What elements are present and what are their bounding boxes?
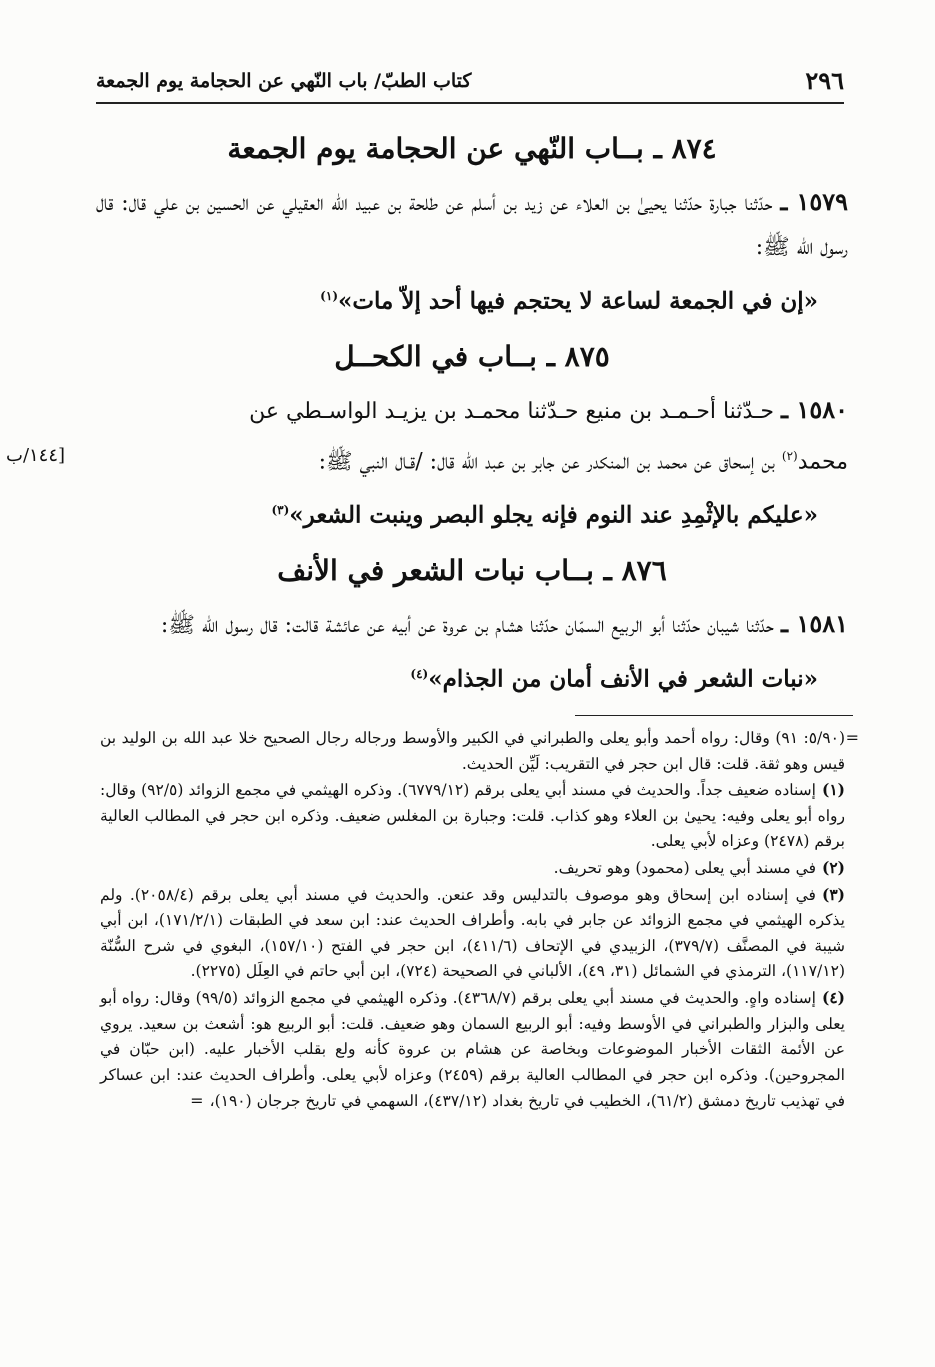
footnote-text: في مسند أبي يعلى (محمود) وهو تحريف. [553,858,816,877]
hadith-matn [96,650,818,704]
footnotes [100,726,845,1115]
footnote-ref: (١) [320,289,338,303]
main-text [6,118,848,705]
footnote-mark: (٢) [821,857,845,877]
hadith-matn [96,272,818,326]
isnad-text: حـدّثنا أحـمـد بن منيع حـدّثنا محمـد بن يزيـد الواسـطي عن [249,398,775,424]
footnote-mark: (١) [821,780,845,800]
hadith-number: ١٥٨١ ـ [781,608,848,638]
footnote-text: في إسناده ابن إسحاق وهو موصوف بالتدليس وقد عنعن. والحديث في مسند أبي يعلى برقم (٢٠٥٨/٤). ولم يذكره الهيثمي في مجمع الزوائد عن جابر في بابه. وأطراف الحديث عند: ابن سعد في الطبقات (١٧١/٢/١)، ابن أبي شيبة في المصنَّف (٣٧٩/٧)، الزبيدي في الإتحاف (٤١١/٦)، ابن حجر في الفتح (١٥٧/١٠)، البغوي في شرح السُّنّة (١١٧/١٢)، الترمذي في الشمائل (٣١، ٤٩)، الألباني في الصحيحة (٧٢٤)، ابن أبي حاتم في العِلَل (٢٢٧٥). [100,885,845,981]
footnote-ref: (٣) [271,502,290,517]
hadith-isnad [96,602,848,648]
footnote [100,855,845,882]
footnote-separator [575,715,853,716]
footnote-mark: (٤) [821,987,845,1007]
isnad-text: محمد [797,448,848,474]
running-title: كتاب الطبّ/ باب النّهي عن الحجامة يوم الجمعة [96,70,472,92]
hadith-isnad [6,388,848,484]
continuation-end-mark: = [190,1091,204,1111]
footnote [100,777,845,855]
isnad-text: حدّثنا شيبان حدّثنا أبو الربيع السمّان حدّثنا هشام بن عروة عن أبيه عن عائشة قالت: قال رسول الله ﷺ: [160,612,775,638]
chapter-heading: ٨٧٤ ـ بــاب النّهي عن الحجامة يوم الجمعة [227,132,717,165]
footnote [100,985,845,1115]
footnote [100,882,845,985]
footnote-ref: (٢) [781,448,798,463]
isnad-text: بن إسحاق عن محمد بن المنكدر عن جابر بن عبد الله قال: /قـال النبي ﷺ: [318,448,775,474]
hadith-number: ١٥٧٩ ـ [780,187,848,216]
footnote-text: إسناده واهٍ. والحديث في مسند أبي يعلى برقم (٤٣٦٨/٧). وذكره الهيثمي في مجمع الزوائد (٩٩/٥) وقال: رواه أبو يعلى والبزار والطبراني في الأوسط وفيه: أبو الربيع السمان وهو ضعيف. قلت: أبو الربيع هو: أشعث بن سعيد. يروي عن الأئمة الثقات الأخبار الموضوعات وبخاصة عن هشام بن عروة كأنه ولع بقلب الأخبار عليه. (ابن حبّان في المجروحين). وذكره ابن حجر في المطالب العالية برقم (٢٤٥٩) وعزاه لأبي يعلى. وأطراف الحديث عند: ابن عساكر في تهذيب تاريخ دمشق (٦١/٢)، الخطيب في تاريخ بغداد (٤٣٧/١٢)، السهمي في تاريخ جرجان (١٩٠)، [100,988,845,1111]
footnote-ref: (٤) [410,666,429,681]
hadith-isnad [96,180,848,270]
page-number: ٢٩٦ [805,66,844,95]
hadith-number: ١٥٨٠ ـ [781,394,848,424]
chapter-heading: ٨٧٦ ـ بــاب نبات الشعر في الأنف [277,553,667,587]
manuscript-folio-note: ١٤٤/ب] [6,444,66,466]
hadith-matn [96,486,818,540]
footnote-text: إسناده ضعيف جداً. والحديث في مسند أبي يعلى برقم (٦٧٧٩/١٢). وذكره الهيثمي في مجمع الزوائد (٩٢/٥) وقال: رواه أبو يعلى وفيه: يحيىٰ بن العلاء وهو كذاب. قلت: وجبارة بن المغلس ضعيف. وذكره ابن حجر في المطالب العالية برقم (٢٤٧٨) وعزاه لأبي يعلى. [100,781,845,851]
footnote-continuation: (٥/٩٠: ٩١) وقال: رواه أحمد وأبو يعلى والطبراني في الكبير والأوسط ورجاله رجال الصحيح خلا عبد الله بن الوليد بن قيس وهو ثقة. قلت: قال ابن حجر في التقريب: لَيِّن الحديث. [100,729,845,773]
chapter-heading: ٨٧٥ ـ بــاب في الكحــل [334,339,610,373]
footnote-mark: (٣) [821,884,845,904]
page-header [96,62,844,104]
continuation-mark: = [845,728,859,747]
matn-text: «نبات الشعر في الأنف أمان من الجذام» [428,665,818,693]
matn-text: «عليكم بالإثْمِدِ عند النوم فإنه يجلو البصر وينبت الشعر» [289,501,818,529]
matn-text: «إن في الجمعة لساعة لا يحتجم فيها أحد إلاّ مات» [338,287,818,315]
isnad-text: حدّثنا جبارة حدّثنا يحيىٰ بن العلاء عن زيد بن أسلم عن طلحة بن عبيد الله العقيلي عن الحسين بن علي قال: قال رسول الله ﷺ: [96,191,848,260]
